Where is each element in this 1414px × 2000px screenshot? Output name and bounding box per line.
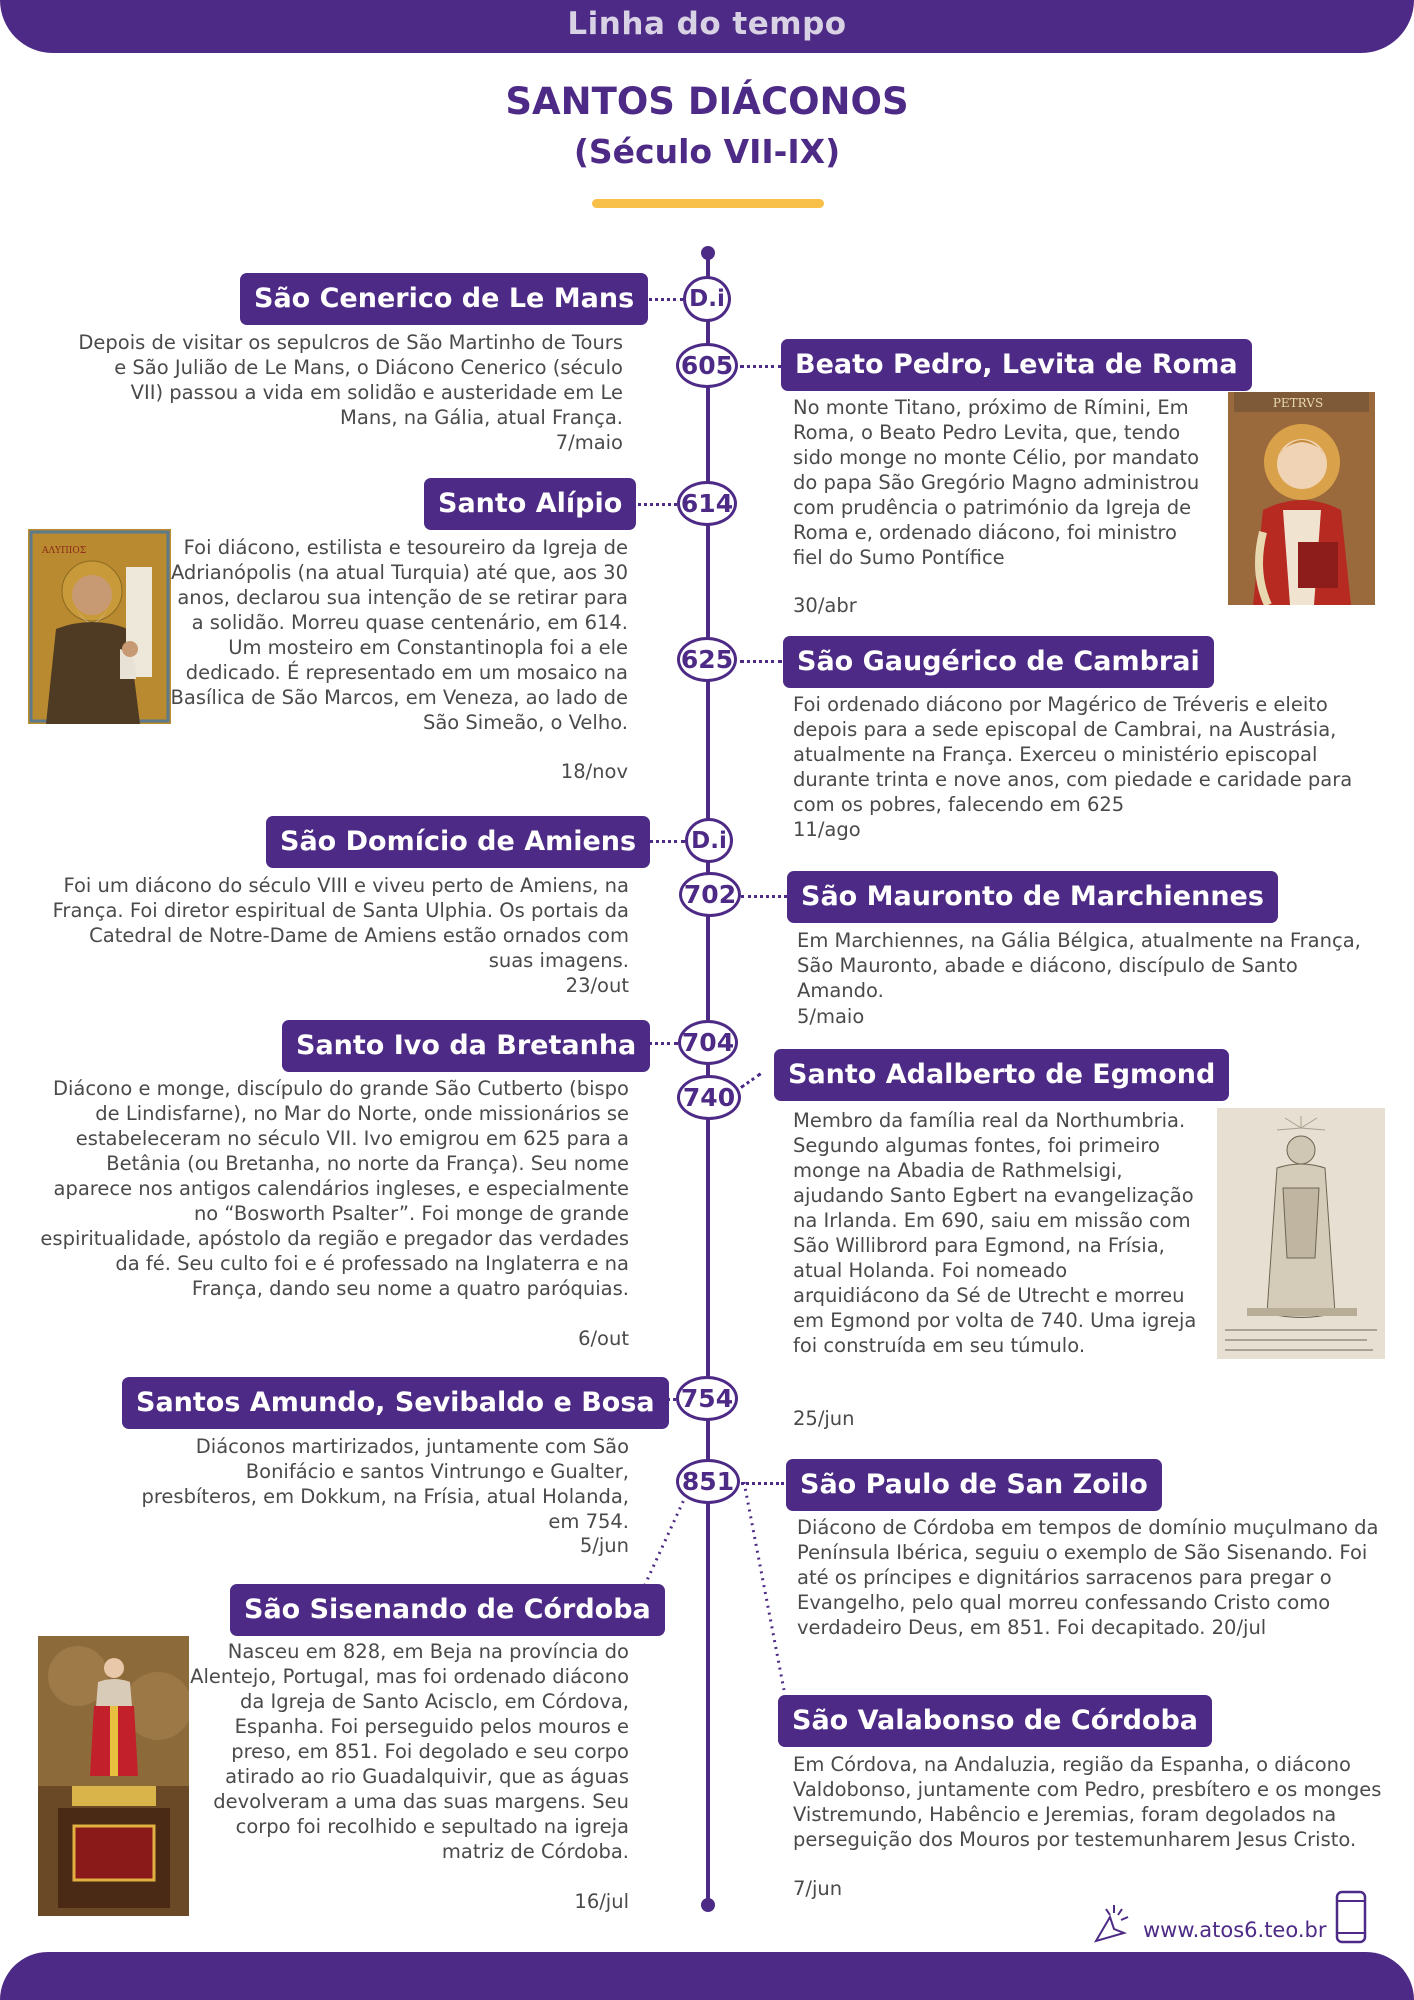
banner-text: Linha do tempo [567, 6, 847, 42]
sao-sisenando-statue-image [38, 1636, 189, 1916]
timeline-node: 702 [679, 872, 741, 917]
feast-date: 18/nov [560, 760, 628, 783]
connector [740, 660, 782, 663]
saint-name-label: Santo Adalberto de Egmond [774, 1049, 1229, 1101]
title-underline [592, 199, 824, 208]
smartphone-icon [1334, 1889, 1368, 1945]
feast-date: 16/jul [574, 1890, 629, 1913]
connector [740, 1073, 761, 1089]
connector [740, 365, 782, 368]
saint-name-label: Santo Alípio [424, 478, 636, 530]
saint-name-label: Santos Amundo, Sevibaldo e Bosa [122, 1377, 669, 1429]
feast-date: 25/jun [793, 1407, 855, 1430]
saint-name-label: Beato Pedro, Levita de Roma [781, 339, 1252, 391]
saint-name-label: São Domício de Amiens [266, 816, 650, 868]
saint-description: Diáconos martirizados, juntamente com São Bonifácio e santos Vintrungo e Gualter, presbíteros, em Dokkum, na Frísia, atual Holanda, em 754. [141, 1435, 629, 1533]
pedro-image-caption: PETRVS [1272, 396, 1324, 410]
header-banner [0, 0, 1414, 53]
saint-name-label: São Gaugérico de Cambrai [783, 636, 1214, 688]
saint-description: Nasceu em 828, em Beja na província do Alentejo, Portugal, mas foi ordenado diácono da Igreja de Santo Acisclo, em Córdova, Espanha. Foi perseguido pelos mouros e preso, em 851. Foi degolado e seu corpo atirado ao rio Guadalquivir, que as águas devolveram a uma das suas margens. Seu corpo foi recolhido e sepultado na igreja matriz de Córdoba. [190, 1640, 629, 1863]
saint-name-label: São Sisenando de Córdoba [230, 1584, 665, 1636]
cursor-click-icon [1090, 1899, 1136, 1945]
saint-description: Foi ordenado diácono por Magérico de Tréveris e eleito depois para a sede episcopal de Cambrai, na Austrásia, atualmente na França. Exerceu o ministério episcopal durante trinta e nove anos, com piedade e caridade para com os pobres, falecendo em 625 [793, 693, 1353, 816]
feast-date: 7/maio [555, 431, 623, 454]
timeline-node: 704 [678, 1020, 738, 1065]
timeline-node: 851 [676, 1459, 740, 1504]
feast-date: 5/jun [579, 1534, 629, 1557]
feast-date: 7/jun [793, 1877, 843, 1900]
timeline-node: D.i [683, 276, 731, 322]
connector [741, 895, 787, 898]
santo-adalberto-engraving-image [1217, 1108, 1385, 1359]
saint-description: Em Córdova, na Andaluzia, região da Espanha, o diácono Valdobonso, juntamente com Pedro, presbítero e os monges Vistremundo, Habêncio e Jeremias, foram degolados na perseguição dos Mouros por testemunharem Jesus Cristo. [793, 1753, 1382, 1851]
feast-date: 23/out [565, 974, 629, 997]
timeline-start-dot [701, 246, 715, 260]
page-subtitle: (Século VII-IX) [573, 132, 841, 171]
saint-description: Depois de visitar os sepulcros de São Martinho de Tours e São Julião de Le Mans, o Diácono Cenerico (século VII) passou a vida em solidão e austeridade em Le Mans, na Gália, atual França. [78, 331, 623, 429]
feast-date: 11/ago [793, 818, 861, 841]
saint-description: Foi diácono, estilista e tesoureiro da Igreja de Adrianópolis (na atual Turquia) até que, aos 30 anos, declarou sua intenção de se retirar para a solidão. Morreu quase centenário, em 614. Um mosteiro em Constantinopla foi a ele dedicado. É representado em um mosaico na Basílica de São Marcos, em Veneza, ao lado de São Simeão, o Velho. [170, 536, 628, 734]
beato-pedro-portrait-image [1228, 392, 1375, 605]
feast-date: 5/maio [797, 1005, 865, 1028]
saint-description: Diácono e monge, discípulo do grande São Cutberto (bispo de Lindisfarne), no Mar do Norte, onde missionários se estabeleceram no século VII. Ivo emigrou em 625 para a Betânia (ou Bretanha, no norte da França). Seu nome aparece nos antigos calendários ingleses, e especialmente no “Bosworth Psalter”. Foi monge de grande espiritualidade, apóstolo da região e pregador das verdades da fé. Seu culto foi e é professado na Inglaterra e na França, dando seu nome a quatro paróquias. [40, 1077, 629, 1300]
feast-date: 30/abr [793, 594, 857, 617]
saint-name-label: Santo Ivo da Bretanha [282, 1020, 650, 1072]
timeline-end-dot [701, 1898, 715, 1912]
saint-description: Em Marchiennes, na Gália Bélgica, atualmente na França, São Mauronto, abade e diácono, discípulo de Santo Amando. [797, 929, 1361, 1002]
website-link[interactable]: www.atos6.teo.br [1143, 1918, 1327, 1942]
saint-description: Foi um diácono do século VIII e viveu perto de Amiens, na França. Foi diretor espiritual de Santa Ulphia. Os portais da Catedral de Notre-Dame de Amiens estão ornados com suas imagens. [52, 874, 629, 972]
timeline-node: 740 [677, 1075, 741, 1120]
saint-description: Diácono de Córdoba em tempos de domínio muçulmano da Península Ibérica, seguiu o exemplo de São Sisenando. Foi até os príncipes e dignitários sarracenos para pregar o Evangelho, pelo qual morreu confessando Cristo como verdadeiro Deus, em 851. Foi decapitado. 20/jul [797, 1516, 1379, 1639]
santo-alipio-icon-image [28, 529, 171, 724]
saint-description: Membro da família real da Northumbria. Segundo algumas fontes, foi primeiro monge na Abadia de Rathmelsigi, ajudando Santo Egbert na evangelização na Irlanda. Em 690, saiu em missão com São Willibrord para Egmond, na Frísia, atual Holanda. Foi nomeado arquidiácono da Sé de Utrecht e morreu em Egmond por volta de 740. Uma igreja foi construída em seu túmulo. [793, 1109, 1197, 1357]
feast-date: 6/out [578, 1327, 629, 1350]
saint-name-label: São Cenerico de Le Mans [240, 273, 648, 325]
saint-description: No monte Titano, próximo de Rímini, Em Roma, o Beato Pedro Levita, que, tendo sido monge no monte Célio, por mandato do papa São Gregório Magno administrou com prudência o património da Igreja de Roma e, ordenado diácono, foi ministro fiel do Sumo Pontífice [793, 396, 1200, 569]
timeline-node: 754 [676, 1376, 738, 1421]
page-title: SANTOS DIÁCONOS [505, 80, 909, 123]
connector [631, 503, 677, 506]
saint-name-label: São Valabonso de Córdoba [778, 1695, 1212, 1747]
timeline-node: 625 [677, 637, 737, 682]
footer-banner [0, 1952, 1414, 2000]
saint-name-label: São Paulo de San Zoilo [786, 1459, 1162, 1511]
saint-name-label: São Mauronto de Marchiennes [787, 871, 1278, 923]
timeline-node: 614 [677, 481, 737, 526]
timeline-node: D.i [685, 818, 733, 863]
timeline-node: 605 [676, 343, 738, 388]
alipio-image-caption: ΑΛΥΠΙΟΣ [42, 546, 87, 556]
